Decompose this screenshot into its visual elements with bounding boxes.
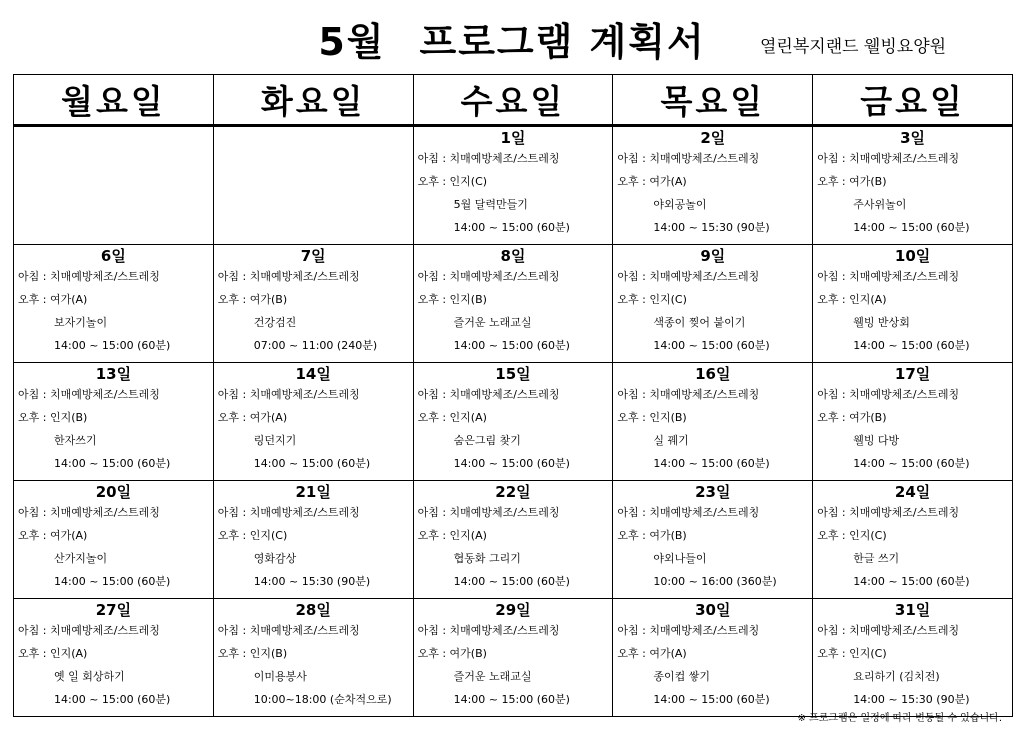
activity-time: 14:00 ~ 15:00 (60분) — [54, 457, 171, 470]
day-number: 8일 — [500, 247, 526, 265]
activity-time: 14:00 ~ 15:00 (60분) — [853, 457, 970, 470]
activity-time: 14:00 ~ 15:00 (60분) — [853, 221, 970, 234]
morning-program: 아침 : 치매예방체조/스트레칭 — [417, 152, 560, 165]
afternoon-program — [214, 170, 413, 193]
day-number: 28일 — [295, 601, 331, 619]
morning-program: 아침 : 치매예방체조/스트레칭 — [817, 624, 960, 637]
day-number: 17일 — [894, 365, 931, 383]
day-cell — [213, 363, 413, 481]
day-number — [214, 129, 413, 147]
afternoon-program: 오후 : 인지(C) — [817, 529, 887, 542]
day-number: 6일 — [100, 247, 126, 265]
weekday-header-row — [14, 75, 1013, 126]
activity-time: 14:00 ~ 15:00 (60분) — [853, 339, 970, 352]
afternoon-program: 오후 : 인지(C) — [217, 529, 288, 542]
activity-time: 14:00 ~ 15:30 (90분) — [653, 221, 770, 234]
day-number: 30일 — [695, 601, 731, 619]
activity-time: 14:00 ~ 15:00 (60분) — [453, 575, 570, 588]
activity-time: 14:00 ~ 15:30 (90분) — [253, 575, 371, 588]
day-number: 29일 — [495, 601, 531, 619]
afternoon-program: 오후 : 여가(B) — [817, 175, 887, 188]
day-cell — [14, 363, 214, 481]
morning-program: 아침 : 치매예방체조/스트레칭 — [417, 270, 560, 283]
activity-name: 5월 달력만들기 — [453, 198, 528, 211]
activity-name: 실 꿰기 — [653, 434, 689, 447]
day-number: 24일 — [894, 483, 931, 501]
afternoon-program: 오후 : 여가(B) — [217, 293, 288, 306]
day-number: 20일 — [95, 483, 132, 501]
morning-program: 아침 : 치매예방체조/스트레칭 — [217, 388, 360, 401]
activity-name: 웰빙 다방 — [853, 434, 900, 447]
afternoon-program: 오후 : 여가(A) — [617, 647, 687, 660]
activity-time: 14:00 ~ 15:00 (60분) — [453, 339, 570, 352]
afternoon-program: 오후 : 여가(B) — [617, 529, 687, 542]
day-number: 16일 — [695, 365, 731, 383]
morning-program: 아침 : 치매예방체조/스트레칭 — [617, 624, 760, 637]
activity-name: 즐거운 노래교실 — [453, 670, 532, 683]
afternoon-program: 오후 : 인지(B) — [417, 293, 487, 306]
header-thursday: 목요일 — [613, 75, 813, 126]
morning-program: 아침 : 치매예방체조/스트레칭 — [217, 270, 360, 283]
day-number: 21일 — [295, 483, 331, 501]
activity-name: 숨은그림 찾기 — [453, 434, 521, 447]
activity-time: 07:00 ~ 11:00 (240분) — [253, 339, 378, 352]
activity-time: 14:00 ~ 15:00 (60분) — [54, 575, 171, 588]
activity-time — [214, 216, 413, 239]
activity-time: 14:00 ~ 15:00 (60분) — [653, 339, 770, 352]
activity-name: 웰빙 반상회 — [853, 316, 910, 329]
schedule-body — [14, 126, 1013, 717]
header-wednesday: 수요일 — [413, 75, 613, 126]
activity-name: 영화감상 — [253, 552, 297, 565]
afternoon-program: 오후 : 여가(B) — [417, 647, 487, 660]
afternoon-program: 오후 : 인지(B) — [617, 411, 687, 424]
day-cell — [613, 599, 813, 717]
day-cell — [413, 481, 613, 599]
morning-program — [214, 147, 413, 170]
morning-program: 아침 : 치매예방체조/스트레칭 — [18, 270, 160, 283]
day-number — [14, 129, 213, 147]
schedule-table — [13, 74, 1013, 717]
afternoon-program: 오후 : 인지(C) — [617, 293, 687, 306]
activity-time: 14:00 ~ 15:00 (60분) — [54, 693, 171, 706]
morning-program: 아침 : 치매예방체조/스트레칭 — [417, 624, 560, 637]
morning-program: 아침 : 치매예방체조/스트레칭 — [417, 388, 560, 401]
day-cell — [813, 126, 1013, 245]
organization-name: 열린복지랜드 웰빙요양원 — [760, 37, 947, 57]
day-number: 15일 — [495, 365, 531, 383]
day-cell — [213, 599, 413, 717]
title-month: 5월 — [318, 20, 386, 64]
activity-time: 14:00 ~ 15:00 (60분) — [653, 457, 770, 470]
day-cell — [813, 481, 1013, 599]
day-cell — [213, 245, 413, 363]
day-cell — [14, 126, 214, 245]
day-number: 3일 — [900, 129, 926, 147]
activity-time: 14:00 ~ 15:00 (60분) — [453, 693, 570, 706]
morning-program: 아침 : 치매예방체조/스트레칭 — [817, 506, 960, 519]
activity-name — [214, 193, 413, 216]
day-cell — [413, 599, 613, 717]
activity-time: 14:00 ~ 15:00 (60분) — [853, 575, 970, 588]
afternoon-program: 오후 : 여가(A) — [18, 293, 88, 306]
header-friday: 금요일 — [813, 75, 1013, 126]
day-cell — [813, 245, 1013, 363]
activity-name: 야외공놀이 — [653, 198, 707, 211]
day-cell — [413, 245, 613, 363]
activity-name: 한자쓰기 — [54, 434, 97, 447]
activity-name: 옛 일 회상하기 — [54, 670, 125, 683]
day-number: 27일 — [95, 601, 132, 619]
activity-time: 14:00 ~ 15:00 (60분) — [653, 693, 770, 706]
day-cell — [14, 481, 214, 599]
day-cell — [213, 126, 413, 245]
morning-program: 아침 : 치매예방체조/스트레칭 — [18, 388, 160, 401]
afternoon-program: 오후 : 여가(A) — [18, 529, 88, 542]
day-cell — [213, 481, 413, 599]
day-cell — [613, 481, 813, 599]
activity-name — [14, 193, 213, 216]
afternoon-program: 오후 : 여가(B) — [817, 411, 887, 424]
morning-program: 아침 : 치매예방체조/스트레칭 — [817, 388, 960, 401]
week-row — [14, 126, 1013, 245]
day-number: 14일 — [295, 365, 331, 383]
day-number: 23일 — [695, 483, 731, 501]
afternoon-program: 오후 : 여가(A) — [617, 175, 687, 188]
morning-program: 아침 : 치매예방체조/스트레칭 — [617, 506, 760, 519]
morning-program: 아침 : 치매예방체조/스트레칭 — [617, 270, 760, 283]
day-number: 31일 — [894, 601, 931, 619]
week-row — [14, 363, 1013, 481]
afternoon-program: 오후 : 인지(A) — [18, 647, 88, 660]
morning-program: 아침 : 치매예방체조/스트레칭 — [18, 506, 160, 519]
activity-time: 14:00 ~ 15:00 (60분) — [54, 339, 171, 352]
activity-time: 14:00 ~ 15:30 (90분) — [853, 693, 970, 706]
morning-program: 아침 : 치매예방체조/스트레칭 — [18, 624, 160, 637]
afternoon-program: 오후 : 인지(C) — [817, 647, 887, 660]
activity-name: 주사위놀이 — [853, 198, 907, 211]
header-tuesday: 화요일 — [213, 75, 413, 126]
day-number: 9일 — [700, 247, 726, 265]
activity-time: 14:00 ~ 15:00 (60분) — [453, 221, 570, 234]
afternoon-program — [14, 170, 213, 193]
day-cell — [613, 363, 813, 481]
week-row — [14, 599, 1013, 717]
day-cell — [613, 126, 813, 245]
morning-program: 아침 : 치매예방체조/스트레칭 — [817, 152, 960, 165]
morning-program: 아침 : 치매예방체조/스트레칭 — [617, 388, 760, 401]
afternoon-program: 오후 : 인지(A) — [417, 529, 487, 542]
activity-name: 야외나들이 — [653, 552, 707, 565]
morning-program: 아침 : 치매예방체조/스트레칭 — [217, 624, 360, 637]
footer-note: ※ 프로그램은 일정에 따라 변동될 수 있습니다. — [797, 713, 1002, 724]
afternoon-program: 오후 : 인지(B) — [217, 647, 288, 660]
day-cell — [813, 599, 1013, 717]
activity-name: 종이컵 쌓기 — [653, 670, 711, 683]
day-number: 13일 — [95, 365, 132, 383]
activity-time — [14, 216, 213, 239]
day-cell — [14, 245, 214, 363]
day-cell — [413, 126, 613, 245]
day-cell — [813, 363, 1013, 481]
day-number: 2일 — [700, 129, 726, 147]
activity-name: 색종이 찢어 붙이기 — [653, 316, 746, 329]
day-number: 7일 — [300, 247, 326, 265]
day-cell — [613, 245, 813, 363]
activity-time: 14:00 ~ 15:00 (60분) — [253, 457, 371, 470]
activity-name: 보자기놀이 — [54, 316, 108, 329]
header-monday: 월요일 — [14, 75, 214, 126]
activity-name: 협동화 그리기 — [453, 552, 521, 565]
activity-name: 즐거운 노래교실 — [453, 316, 532, 329]
afternoon-program: 오후 : 인지(A) — [817, 293, 887, 306]
afternoon-program: 오후 : 인지(A) — [417, 411, 487, 424]
morning-program: 아침 : 치매예방체조/스트레칭 — [217, 506, 360, 519]
activity-time: 10:00 ~ 16:00 (360분) — [653, 575, 777, 588]
activity-time: 14:00 ~ 15:00 (60분) — [453, 457, 570, 470]
morning-program: 아침 : 치매예방체조/스트레칭 — [617, 152, 760, 165]
activity-time: 10:00~18:00 (순차적으로) — [253, 693, 392, 706]
activity-name: 산가지놀이 — [54, 552, 108, 565]
afternoon-program: 오후 : 인지(B) — [18, 411, 88, 424]
activity-name: 건강검진 — [253, 316, 297, 329]
day-number: 22일 — [495, 483, 531, 501]
morning-program: 아침 : 치매예방체조/스트레칭 — [417, 506, 560, 519]
day-cell — [413, 363, 613, 481]
week-row — [14, 245, 1013, 363]
activity-name: 한글 쓰기 — [853, 552, 900, 565]
afternoon-program: 오후 : 여가(A) — [217, 411, 288, 424]
morning-program: 아침 : 치매예방체조/스트레칭 — [817, 270, 960, 283]
day-number: 1일 — [500, 129, 526, 147]
title-text: 프로그램 계획서 — [419, 20, 706, 64]
day-number: 10일 — [894, 247, 931, 265]
activity-name: 링던지기 — [253, 434, 297, 447]
week-row — [14, 481, 1013, 599]
morning-program — [14, 147, 213, 170]
afternoon-program: 오후 : 인지(C) — [417, 175, 488, 188]
activity-name: 요리하기 (김치전) — [853, 670, 940, 683]
day-cell — [14, 599, 214, 717]
activity-name: 이미용봉사 — [253, 670, 307, 683]
